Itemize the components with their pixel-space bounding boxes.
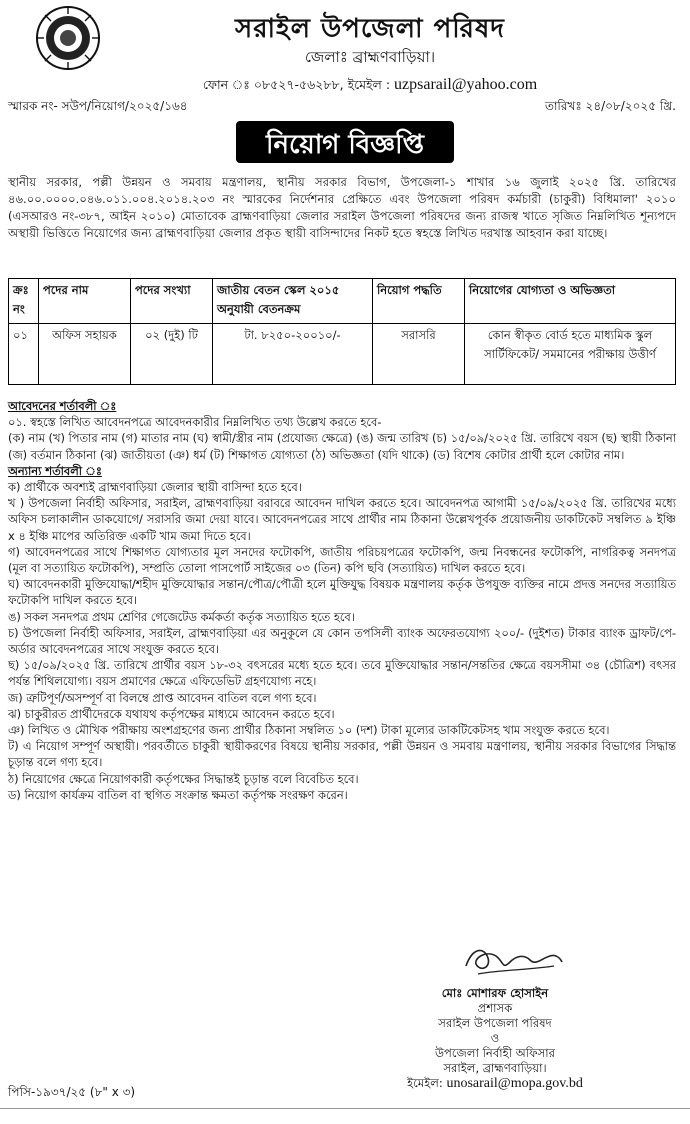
upazila-seal-logo	[34, 4, 102, 72]
signatory-place: সরাইল, ব্রাহ্মণবাড়িয়া।	[443, 1061, 547, 1075]
signatory-title-2: উপজেলা নির্বাহী অফিসার	[435, 1046, 555, 1060]
other-condition-item: গ) আবেদনপত্রের সাথে শিক্ষাগত যোগ্যতার মূল সনদের ফটোকপি, জাতীয় পরিচয়পত্রের ফটোকপি, জন্ম নিবন্ধনের ফটোকপি, নাগরিকত্ব সনদপত্র (মূল বা সত্যায়িত ফটোকপি), সম্প্রতি তোলা পাসপোর্ট সাইজের ০৩ (তিন) কপি ছবি (সত্যায়িত) দাখিল করতে হবে।	[8, 544, 676, 576]
signatory-org: সরাইল উপজেলা পরিষদ	[438, 1016, 552, 1030]
print-code: পিসি-১৯৩৭/২৫ (৮" x ৩)	[8, 1085, 136, 1099]
col-header-qualification: নিয়োগের যোগ্যতা ও অভিজ্ঞতা	[465, 279, 676, 324]
other-condition-item: ছ) ১৫/০৯/২০২৫ খ্রি. তারিখে প্রার্থীর বয়স ১৮-৩২ বৎসরের মধ্যে হতে হবে। তবে মুক্তিযোদ্ধার সন্তান/সন্ততির ক্ষেত্রে বয়সসীমা ৩৪ (চৌত্রিশ) বৎসর পর্যন্ত শিথিলযোগ্য। বয়স প্রমাণের ক্ষেত্রে এফিডেভিট গ্রহণযোগ্য নহে।	[8, 658, 676, 689]
other-conditions-heading: অন্যান্য শর্তাবলী ঃ	[8, 463, 102, 478]
other-condition-item: ট) এ নিয়োগ সম্পূর্ণ অস্থায়ী। পরবর্তীতে চাকুরী স্থায়ীকরণের বিষয়ে স্থানীয় সরকার, পল্লী উন্নয়ন ও সমবায় মন্ত্রণালয়, স্থানীয় সরকার বিভাগের সিদ্ধান্ত চূড়ান্ত বলে গণ্য হবে।	[8, 739, 676, 770]
notice-banner: নিয়োগ বিজ্ঞপ্তি	[236, 121, 454, 163]
organization-title: সরাইল উপজেলা পরিষদ	[235, 14, 505, 44]
signatory-name: মোঃ মোশারফ হোসাইন	[441, 986, 549, 1000]
vacancy-table	[8, 278, 676, 385]
phone-text: ফোন ঃ ০৮৫২৭-৫৬২৮৮, ইমেইল :	[202, 77, 391, 92]
other-condition-item: ঘ) আবেদনকারী মুক্তিযোদ্ধা/শহীদ মুক্তিযোদ্ধার সন্তান/পৌত্র/পৌত্রী হলে মুক্তিযুদ্ধ বিষয়ক মন্ত্রণালয় কর্তৃক উপযুক্ত ব্যক্তির নামে প্রদত্ত সনদের সত্যায়িত ফটোকপি দাখিল করতে হবে।	[8, 577, 676, 608]
office-email: uzpsarail@yahoo.com	[394, 76, 538, 93]
col-header-post-name: পদের নাম	[39, 279, 131, 324]
table-header-row	[9, 279, 676, 324]
handwritten-signature	[458, 936, 568, 980]
signatory-conjunction: ও	[490, 1031, 500, 1045]
col-header-method: নিয়োগ পদ্ধতি	[373, 279, 465, 324]
footer-divider	[0, 1108, 690, 1109]
other-condition-item: জ) ত্রুটিপূর্ণ/অসম্পূর্ণ বা বিলম্বে প্রাপ্ত আবেদন বাতিল বলে গণ্য হবে।	[8, 690, 317, 705]
other-condition-item: ঝ) চাকুরীরত প্রার্থীদেরকে যথাযথ কর্তৃপক্ষের মাধ্যমে আবেদন করতে হবে।	[8, 706, 335, 721]
apply-conditions-heading: আবেদনের শর্তাবলী ঃ	[8, 399, 117, 413]
signatory-email-label: ইমেইল:	[407, 1076, 443, 1090]
cell-method: সরাসরি	[373, 324, 465, 385]
cell-pay-scale: টা. ৮২৫০-২০০১০/-	[213, 324, 373, 385]
other-condition-item: ঠ) নিয়োগের ক্ষেত্রে নিয়োগকারী কর্তৃপক্ষের সিদ্ধান্তই চূড়ান্ত বলে বিবেচিত হবে।	[8, 771, 359, 786]
contact-line	[150, 76, 590, 97]
intro-paragraph: স্থানীয় সরকার, পল্লী উন্নয়ন ও সমবায় মন্ত্রণালয়, স্থানীয় সরকার বিভাগ, উপজেলা-১ শাখার ১৬ জুলাই ২০২৫ খ্রি. তারিখের ৪৬.০০.০০০০.০৪৬.০১১.০০৪.২০১৪.২০৩ নং স্মারকের নির্দেশনার প্রেক্ষিতে এবং উপজেলা পরিষদ কর্মচারী (চাকুরী) বিধিমালা' ২০১০ (এসআরও নং-৩৮৭, আইন ২০১০) মোতাবেক ব্রাহ্মণবাড়িয়া জেলার সরাইল উপজেলা পরিষদের জন্য রাজস্ব খাতে সৃজিত নিম্নলিখিত শূন্যপদে অস্থায়ী ভিত্তিতে নিয়োগের জন্য ব্রাহ্মণবাড়িয়া জেলার প্রকৃত স্থায়ী বাসিন্দাদের নিকট হতে স্বহস্তে লিখিত দরখাস্ত আহবান করা যাচ্ছে।	[8, 175, 676, 240]
other-condition-item: চ) উপজেলা নির্বাহী অফিসার, সরাইল, ব্রাহ্মণবাড়িয়া এর অনুকূলে যে কোন তপসিলী ব্যাংক অফেরতযোগ্য ২০০/- (দুইশত) টাকার ব্যাংক ড্রাফট/পে-অর্ডার আবেদনপত্রের সাথে সংযুক্ত করতে হবে।	[8, 625, 676, 657]
issue-date: তারিখঃ ২৪/০৮/২০২৫ খ্রি.	[544, 99, 676, 113]
other-condition-item: ড) নিয়োগ কার্যক্রম বাতিল বা স্থগিত সংক্রান্ত ক্ষমতা কর্তৃপক্ষ সংরক্ষণ করেন।	[8, 787, 348, 802]
col-header-serial: ক্রঃ নং	[9, 279, 39, 324]
apply-condition-item: ০১. স্বহস্তে লিখিত আবেদনপত্রে আবেদনকারীর নিম্নলিখিত তথ্য উল্লেখ করতে হবে-	[8, 415, 382, 430]
cell-serial: ০১	[9, 324, 39, 385]
cell-post-name: অফিস সহায়ক	[39, 324, 131, 385]
signatory-email: unosarail@mopa.gov.bd	[446, 1076, 583, 1091]
other-condition-item: ঙ) সকল সনদপত্র প্রথম শ্রেণির গেজেটেড কর্মকর্তা কর্তৃক সত্যায়িত হতে হবে।	[8, 609, 355, 624]
cell-post-count: ০২ (দুই) টি	[131, 324, 213, 385]
other-condition-item: ক) প্রার্থীকে অবশ্যই ব্রাহ্মণবাড়িয়া জেলার স্থায়ী বাসিন্দা হতে হবে।	[8, 480, 302, 495]
cell-qualification: কোন স্বীকৃত বোর্ড হতে মাধ্যমিক স্কুল সার্টিফিকেট/ সমমানের পরীক্ষায় উত্তীর্ণ	[465, 324, 676, 385]
conditions-section	[8, 398, 676, 803]
signature-block	[370, 986, 620, 1091]
district-line: জেলাঃ ব্রাহ্মণবাড়িয়া।	[304, 48, 436, 66]
signatory-email-line	[370, 1076, 620, 1091]
other-condition-item: ঞ) লিখিত ও মৌখিক পরীক্ষায় অংশগ্রহণের জন্য প্রার্থীর ঠিকানা সম্বলিত ১০ (দশ) টাকা মূল্যের ডাকটিকেটসহ খাম সংযুক্ত করতে হবে।	[8, 723, 610, 738]
col-header-post-count: পদের সংখ্যা	[131, 279, 213, 324]
table-row	[9, 324, 676, 385]
memo-number: স্মারক নং- সউপ/নিয়োগ/২০২৫/১৬৪	[8, 99, 188, 113]
signatory-title: প্রশাসক	[477, 1001, 513, 1015]
other-condition-item: খ ) উপজেলা নির্বাহী অফিসার, সরাইল, ব্রাহ্মণবাড়িয়া বরাবরে আবেদন দাখিল করতে হবে। আবেদনপত্র আগামী ১৫/০৯/২০২৫ খ্রি. তারিখের মধ্যে অফিস চলাকালীন ডাকযোগে/ সরাসরি জমা দেয়া যাবে। আবেদনপত্রের সাথে প্রার্থীর নাম ঠিকানা উল্লেখপূর্বক প্রয়োজনীয় ডাকটিকেট সম্বলিত ৯ ইঞ্চি x ৪ ইঞ্চি মাপের অতিরিক্ত একটি খাম জমা দিতে হবে।	[8, 496, 676, 543]
apply-condition-item: (ক) নাম (খ) পিতার নাম (গ) মাতার নাম (ঘ) স্বামী/স্ত্রীর নাম (প্রযোজ্য ক্ষেত্রে) (ঙ) জন্ম তারিখ (চ) ১৫/০৯/২০২৫ খ্রি. তারিখে বয়স (ছ) স্থায়ী ঠিকানা (জ) বর্তমান ঠিকানা (ঝ) জাতীয়তা (ঞ) ধর্ম (ট) শিক্ষাগত যোগ্যতা (ঠ) অভিজ্ঞতা (যদি থাকে) (ড) বিশেষ কোটার প্রার্থী হলে কোটার নাম।	[8, 431, 676, 462]
col-header-pay-scale: জাতীয় বেতন স্কেল ২০১৫ অনুযায়ী বেতনক্রম	[213, 279, 373, 324]
